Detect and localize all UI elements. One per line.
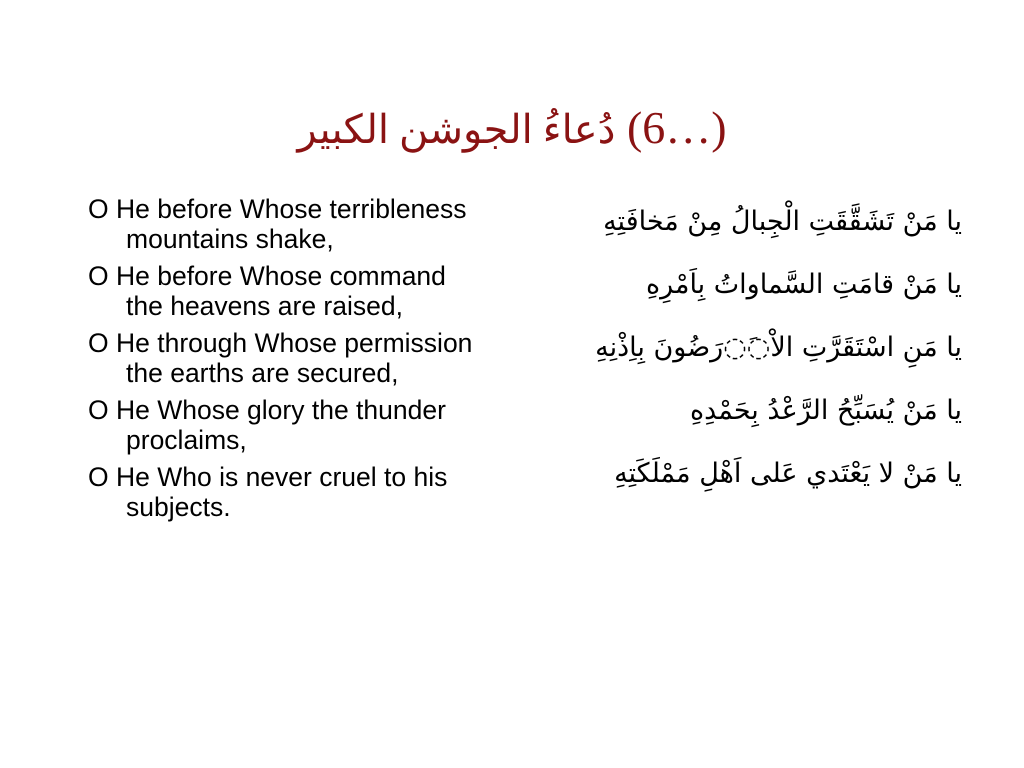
english-item: O He before Whose command the heavens are raised, <box>88 261 446 321</box>
arabic-item: يا مَنْ لا يَعْتَدي عَلى اَهْلِ مَمْلَكَتِهِ <box>614 458 962 489</box>
english-item: O He Who is never cruel to his subjects. <box>88 462 448 522</box>
arabic-item: يا مَنْ قامَتِ السَّماواتُ بِاَمْرِهِ <box>645 269 962 300</box>
title-number: (6…) <box>626 102 727 153</box>
arabic-item: يا مَنِ اسْتَقَرَّتِ الاْ◌َ◌رَضُونَ بِاِذْنِهِ <box>595 332 962 363</box>
english-translation-list <box>88 194 488 529</box>
arabic-text-list <box>522 200 962 515</box>
slide-title <box>0 96 1024 162</box>
title-arabic: دُعاءُ الجوشن الكبير <box>297 107 616 152</box>
english-item: O He through Whose permission the earths are secured, <box>88 328 473 388</box>
english-item: O He Whose glory the thunder proclaims, <box>88 395 446 455</box>
arabic-item: يا مَنْ تَشَقَّقَتِ الْجِبالُ مِنْ مَخافَتِهِ <box>603 206 962 237</box>
english-item: O He before Whose terribleness mountains shake, <box>88 194 467 254</box>
arabic-item: يا مَنْ يُسَبِّحُ الرَّعْدُ بِحَمْدِهِ <box>689 395 962 426</box>
